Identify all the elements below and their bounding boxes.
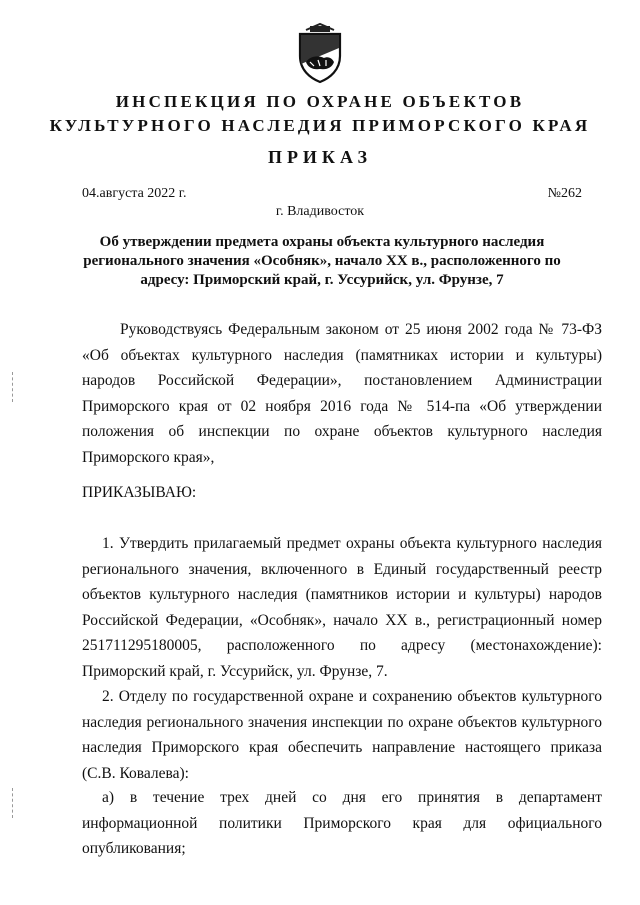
document-subject: Об утверждении предмета охраны объекта культурного наследия регионального значения «Особняк», начало XX в., расположенного по адресу: Приморский край, г. Уссурийск, ул. Фрунзе, 7 xyxy=(83,234,561,288)
order-word: ПРИКАЗЫВАЮ: xyxy=(82,484,197,501)
scan-margin-mark xyxy=(12,788,15,818)
order-item-2: 2. Отделу по государственной охране и сохранению объектов культурного наследия регионального значения инспекции по охране объектов культурного наследия Приморского края обеспечить направление настоящего приказа (С.В. Ковалева): xyxy=(82,688,602,782)
scan-margin-mark xyxy=(12,372,15,402)
document-number: №262 xyxy=(547,186,582,201)
coat-of-arms-icon xyxy=(296,22,344,84)
organization-name-line1: ИНСПЕКЦИЯ ПО ОХРАНЕ ОБЪЕКТОВ xyxy=(115,92,525,111)
preamble-paragraph: Руководствуясь Федеральным законом от 25 июня 2002 года № 73-ФЗ «Об объектах культурного наследия (памятниках истории и культуры) народов Российской Федерации», постановлением Администрации Приморского края от 02 ноября 2016 года № 514-па «Об утверждении положения об инспекции по охране объектов культурного наследия Приморского края», xyxy=(82,321,602,466)
organization-name-line2: КУЛЬТУРНОГО НАСЛЕДИЯ ПРИМОРСКОГО КРАЯ xyxy=(49,116,591,135)
document-city: г. Владивосток xyxy=(275,204,365,219)
order-item-2a: а) в течение трех дней со дня его принятия в департамент информационной политики Приморского края для официального опубликования; xyxy=(82,789,602,857)
document-type-title: ПРИКАЗ xyxy=(267,147,373,167)
document-date: 04.августа 2022 г. xyxy=(82,186,187,201)
order-item-1: 1. Утвердить прилагаемый предмет охраны объекта культурного наследия регионального значения, включенного в Единый государственный реестр объектов культурного наследия (памятников истории и культуры) народов Российской Федерации, «Особняк», начало XX в., регистрационный номер 251711295180005, расположенного по адресу (местонахождение): Приморский край, г. Уссурийск, ул. Фрунзе, 7. xyxy=(82,535,602,680)
